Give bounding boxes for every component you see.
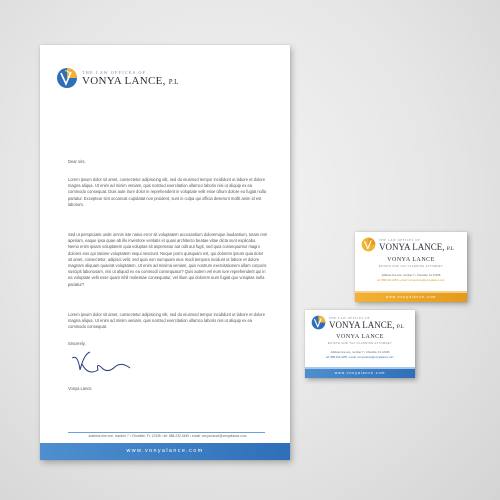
card-logo [361, 237, 454, 252]
salutation: Dear sirs, [68, 159, 86, 164]
v-monogram-icon [361, 237, 376, 252]
v-monogram-icon [311, 315, 326, 330]
signature-icon [68, 350, 138, 380]
letterhead-logo [56, 67, 179, 89]
card-website: www.vonyalance.com [355, 293, 467, 302]
card-contact: tel: 888.232.4455 • email: vonya.lance@vonyalance.com [326, 356, 394, 359]
business-card-orange [355, 232, 467, 302]
card-contact: tel: 888.232.4455 • email: vonya.lance@vonyalance.com [377, 279, 445, 282]
brand-name: VONYA LANCE, P.L [329, 319, 404, 330]
brand-name: VONYA LANCE, P.L [379, 241, 454, 252]
card-person-title: ESTATE AND TAX PLANNING ATTORNEY [327, 342, 393, 345]
card-person-title: ESTATE AND TAX PLANNING ATTORNEY [378, 265, 444, 268]
card-website: www.vonyalance.com [305, 369, 415, 378]
card-person-name: VONYA LANCE [336, 334, 384, 340]
footer-divider [68, 432, 265, 433]
card-address: Address line one, number 7 • Chumitte, FL 12345 [381, 274, 441, 277]
signer-name: Vonya Lance [68, 386, 92, 391]
letter-paragraph-3: Lorem ipsum dolor sit amet, consectetur adipisicing elit, sed do eiusmod tempor incididunt ut labore et dolore magna aliqua. Ut enim ad minim veniam, quis nostrud exercitation ullamco laboris nisi ut aliquip ex ea commodo consequat. [68, 312, 266, 330]
card-address: Address line one, number 7 • Chumitte, FL 12345 [330, 351, 390, 354]
card-logo [311, 315, 404, 330]
brand-subline: THE LAW OFFICES OF [329, 315, 371, 320]
letterhead-page [40, 45, 290, 460]
brand-name: VONYA LANCE, P.L [82, 74, 179, 87]
letterhead-website: www.vonyalance.com [40, 443, 290, 460]
brand-subline: THE LAW OFFICES OF [82, 69, 147, 75]
letter-paragraph-2: Sed ut perspiciatis unde omnis iste natus error sit voluptatem accusantium doloremque laudantium, totam rem aperiam, eaque ipsa quae ab illo inventore veritatis et quasi architecto beatae vitae dicta sunt explicabo. Nemo enim ipsam voluptatem quia voluptas sit aspernatur aut odit aut fugit, sed quia consequuntur magni dolores eos qui ratione voluptatem sequi nesciunt. Neque porro quisquam est, qui dolorem ipsum quia dolor sit amet, consectetur, adipisci velit, sed quia non numquam eius modi tempora incidunt ut labore et dolore magnam aliquam quaerat voluptatem. Ut enim ad minima veniam, quis nostrum exercitationem ullam corporis suscipit laboriosam, nisi ut aliquid ex ea commodi consequatur? Quis autem vel eum iure reprehenderit qui in ea voluptate velit esse quam nihil molestiae consequatur, vel illum qui dolorem eum fugiat quo voluptas nulla pariatur? [68, 232, 268, 287]
card-person-name: VONYA LANCE [387, 257, 435, 263]
letter-paragraph-1: Lorem ipsum dolor sit amet, consectetur adipisicing elit, sed do eiusmod tempor incididunt ut labore et dolore magna aliqua. Ut enim ad minim veniam, quis nostrud exercitation ullamco laboris nisi ut aliquip ex ea commodo consequat. Duis aute irure dolor in reprehenderit in voluptate velit esse cillum dolore eu fugiat nulla pariatur. Excepteur sint occaecat cupidatat non proident, sunt in culpa qui officia deserunt mollit anim id est laborum. [68, 177, 266, 207]
brand-subline: THE LAW OFFICES OF [379, 237, 421, 242]
letter-closing: Sincerely, [68, 341, 86, 346]
business-card-blue [305, 310, 415, 378]
letterhead-address: Address line one, number 7 • Chumitte, FL 12345 • tel: 888.232.4455 • email: vonya.lance@vonyalance.com [88, 434, 247, 438]
v-monogram-icon [56, 67, 78, 89]
